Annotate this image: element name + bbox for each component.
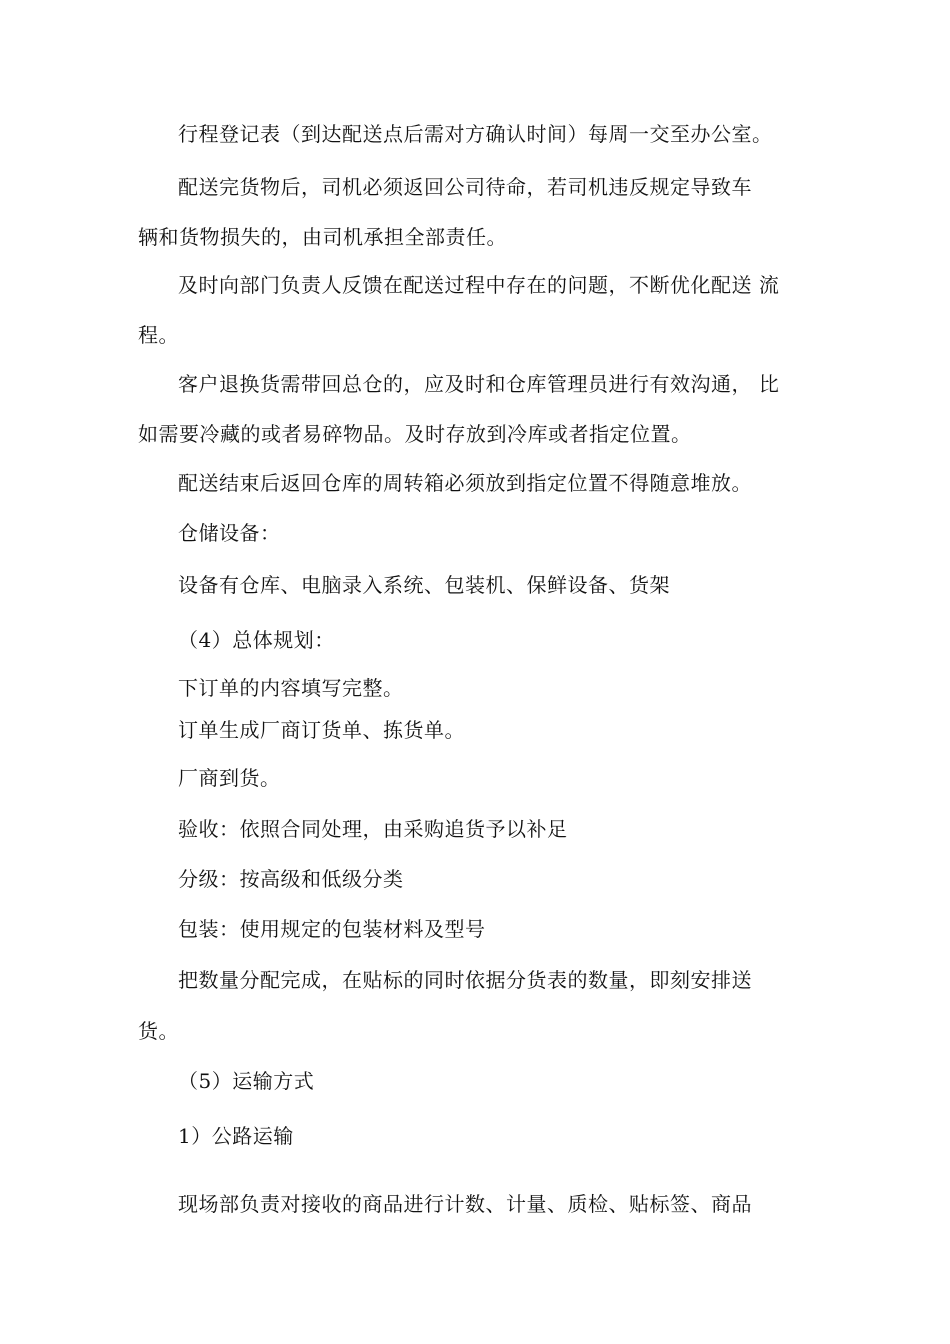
- heading-transport-mode: （5）运输方式: [178, 1069, 315, 1093]
- paragraph-driver-return: 配送完货物后，司机必须返回公司待命，若司机违反规定导致车: [178, 175, 752, 199]
- paragraph-site-department: 现场部负责对接收的商品进行计数、计量、质检、贴标签、商品: [178, 1192, 752, 1216]
- list-item-order-generation: 订单生成厂商订货单、拣货单。: [178, 718, 465, 742]
- paragraph-crates: 配送结束后返回仓库的周转箱必须放到指定位置不得随意堆放。: [178, 471, 752, 495]
- paragraph-returns-cont: 如需要冷藏的或者易碎物品。及时存放到冷库或者指定位置。: [138, 422, 692, 446]
- list-item-order-content: 下订单的内容填写完整。: [178, 676, 404, 700]
- list-item-grading: 分级：按高级和低级分类: [178, 867, 404, 891]
- paragraph-feedback: 及时向部门负责人反馈在配送过程中存在的问题，不断优化配送 流: [178, 273, 780, 297]
- list-item-acceptance: 验收：依照合同处理，由采购追货予以补足: [178, 817, 568, 841]
- list-item-arrival: 厂商到货。: [178, 766, 281, 790]
- heading-storage-equipment: 仓储设备：: [178, 521, 281, 545]
- paragraph-driver-return-cont: 辆和货物损失的，由司机承担全部责任。: [138, 225, 507, 249]
- list-item-packaging: 包装：使用规定的包装材料及型号: [178, 917, 486, 941]
- paragraph-distribution-cont: 货。: [138, 1019, 179, 1043]
- paragraph-feedback-cont: 程。: [138, 323, 179, 347]
- heading-overall-plan: （4）总体规划：: [178, 628, 335, 652]
- paragraph-equipment-list: 设备有仓库、电脑录入系统、包装机、保鲜设备、货架: [178, 573, 670, 597]
- heading-road-transport: 1）公路运输: [178, 1124, 294, 1148]
- paragraph-trip-log: 行程登记表（到达配送点后需对方确认时间）每周一交至办公室。: [178, 122, 773, 146]
- paragraph-returns: 客户退换货需带回总仓的，应及时和仓库管理员进行有效沟通， 比: [178, 372, 780, 396]
- paragraph-distribution: 把数量分配完成，在贴标的同时依据分货表的数量，即刻安排送: [178, 968, 752, 992]
